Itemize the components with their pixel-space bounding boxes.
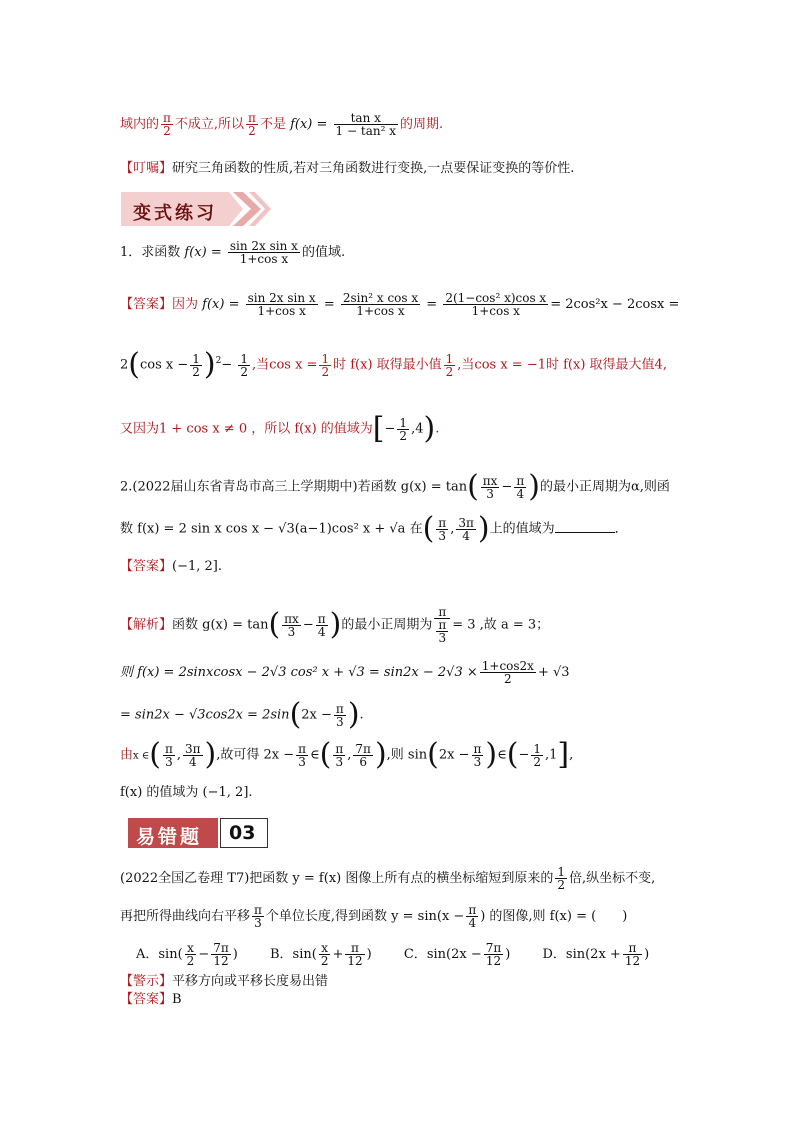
denominator: 3 — [298, 754, 306, 769]
denominator: 3 — [336, 714, 344, 729]
text: 个单位长度,得到函数 y = sin(x − — [265, 909, 465, 924]
fraction — [238, 353, 250, 378]
section-title: 易错题 — [136, 826, 203, 848]
text: 1．求函数 — [120, 245, 181, 260]
fraction — [161, 112, 173, 137]
option-a[interactable] — [136, 942, 238, 967]
formula: sin(2x − — [426, 947, 482, 962]
formula: x ∈ — [133, 750, 150, 762]
formula: ) — [366, 947, 372, 962]
text: 不成立,所以 — [174, 117, 245, 132]
option-c[interactable] — [404, 942, 510, 967]
denominator: 4 — [317, 624, 326, 639]
fraction — [341, 292, 420, 317]
formula: + √3 — [537, 665, 570, 680]
denominator: 3 — [165, 754, 173, 769]
numerator: 3π — [458, 515, 474, 530]
paren: ( — [467, 469, 479, 504]
denominator: 12 — [485, 954, 502, 968]
fraction — [514, 475, 526, 500]
numerator: 1 — [557, 865, 565, 879]
denominator: 2 — [557, 878, 565, 892]
section-banner-error-prone — [128, 818, 268, 848]
formula: f(x) = — [184, 245, 222, 260]
answer-label: 【答案】 — [120, 992, 173, 1007]
text: 上的值域为 — [489, 521, 555, 537]
formula: 则 f(x) = 2sinxcosx − 2√3 cos² x + √3 = sin2x − 2√3 × — [120, 665, 478, 680]
solution-2-line-2 — [120, 660, 570, 685]
numerator: π — [438, 515, 447, 530]
denominator: 12 — [347, 954, 363, 968]
fraction — [228, 240, 300, 265]
fraction — [319, 353, 331, 378]
text: . — [359, 707, 364, 723]
option-label: A． — [136, 947, 159, 962]
numerator: πx — [284, 611, 299, 626]
paren: ( — [319, 737, 332, 772]
answer-label: 【答案】 — [120, 559, 173, 574]
question-2-line-1: 2.(2022届山东省青岛市高三上学期期中)若函数 g(x) = tan( $\frac{\pi x}{3}$ − $\frac{\pi}{4}$ )的最小正周期为α,则函 — [120, 469, 670, 504]
section-title: 变式练习 — [133, 203, 217, 224]
formula: sin(2x + — [565, 947, 621, 962]
denominator: 12 — [624, 954, 641, 968]
tip-label: 【叮嘱】 — [120, 161, 173, 176]
paren: ) — [485, 737, 498, 772]
text: 又因为1 + cos x ≠ 0 ，所以 f(x) 的值域为 — [120, 421, 373, 437]
formula: 2x − — [438, 747, 470, 763]
numerator: tan x — [334, 112, 398, 125]
denominator: 3 — [486, 486, 494, 501]
answer-1-line-3: 又因为1 + cos x ≠ 0 ，所以 f(x) 的值域为[− $\frac{1}{2}$ ,4). — [120, 411, 440, 446]
denominator: 4 — [468, 916, 477, 930]
solution-2-line-4: 由x ∈( $\frac{\pi}{3}$ , $\frac{3\pi}{4}$ ),故可得 2x − $\frac{\pi}{3}$ ∈( $\frac{\pi}{3}$ , $\frac{7\pi}{6}$ ),则 sin(2x − $\frac{\pi}{3}$ )∈(− $\frac{1}{2}$ ,1], — [120, 737, 574, 772]
fraction — [353, 743, 373, 768]
formula: f(x) = — [290, 117, 328, 132]
denominator: 1+cos x — [356, 304, 405, 318]
fraction — [444, 353, 456, 378]
paren: ) — [374, 737, 387, 772]
equals: = — [426, 297, 438, 312]
option-d[interactable] — [542, 942, 649, 967]
solution-2-line-5 — [120, 786, 253, 799]
numerator: π — [516, 473, 525, 488]
paren: ( — [506, 737, 519, 772]
text: 由 — [120, 747, 134, 763]
text: , — [569, 747, 574, 763]
denominator: 3 — [473, 754, 482, 769]
fraction — [296, 743, 308, 768]
text: 倍,纵坐标不变, — [569, 871, 656, 886]
paren: ) — [204, 737, 217, 772]
option-label: C． — [403, 947, 427, 962]
denominator: 2 — [240, 364, 249, 379]
denominator: 2 — [248, 124, 256, 138]
answer-3 — [120, 993, 182, 1006]
numerator: 1 — [399, 415, 408, 430]
formula: ∈ — [497, 747, 507, 763]
option-b[interactable] — [270, 942, 372, 967]
denominator: 2 — [533, 754, 541, 769]
numerator: 2sin² x cos x — [342, 291, 419, 305]
fraction — [185, 942, 197, 967]
fraction — [319, 942, 331, 967]
numerator: πx — [482, 473, 498, 488]
fraction — [397, 417, 409, 442]
numerator: π — [248, 111, 256, 125]
numerator: 1 — [445, 351, 454, 366]
equals: = — [323, 297, 335, 312]
numerator: π — [254, 903, 262, 917]
denominator: 2 — [320, 954, 329, 968]
answer-blank — [555, 532, 615, 533]
question-3-line-2 — [120, 904, 627, 929]
numerator: 2(1−cos² x)cos x — [445, 291, 547, 305]
formula: = sin2x − √3cos2x = 2sin — [120, 707, 290, 723]
fraction — [623, 942, 642, 967]
numerator: π — [317, 611, 326, 626]
denominator: 12 — [213, 954, 229, 968]
fraction — [334, 112, 398, 137]
denominator: 2 — [163, 124, 171, 138]
paren: ( — [128, 347, 140, 382]
formula: ) — [644, 947, 650, 962]
denominator: 4 — [516, 486, 525, 501]
numerator: 7π — [485, 941, 502, 955]
fraction — [484, 942, 504, 967]
denominator: 3 — [438, 528, 447, 543]
denominator: 3 — [287, 624, 296, 639]
paren: ) — [347, 697, 360, 732]
numerator: 1 — [321, 351, 330, 366]
numerator: π — [163, 111, 171, 125]
paren: ( — [149, 737, 161, 772]
text: 的最小正周期为 — [341, 617, 433, 633]
fraction — [246, 112, 258, 137]
text: . — [435, 421, 440, 437]
fraction — [333, 743, 345, 768]
text: 再把所得曲线向右平移 — [120, 909, 251, 924]
bracket: ] — [557, 737, 570, 772]
denominator: 1+cos x — [239, 252, 289, 266]
formula: − — [221, 357, 237, 373]
text: 时 f(x) 取得最小值 — [333, 357, 442, 373]
text: 的周期. — [399, 117, 444, 132]
text: 函数 g(x) = tan — [172, 617, 269, 633]
question-2-line-2: 数 f(x) = 2 sin x cos x − √3(a−1)cos² x + √a 在( $\frac{\pi}{3}$ , $\frac{3\pi}{4}$ )上的值域为 ． — [120, 511, 628, 546]
denominator: 3 — [335, 754, 344, 769]
formula: 2x − — [301, 707, 332, 723]
denominator: 3 — [254, 916, 262, 930]
denominator: 2 — [186, 954, 195, 968]
formula: cos x − — [140, 357, 189, 373]
formula: 2 — [120, 357, 129, 373]
fraction — [472, 743, 484, 768]
numerator: x — [319, 942, 331, 955]
section-number: 03 — [229, 822, 256, 844]
text: 的最小正周期为α,则函 — [539, 479, 670, 495]
fraction — [282, 613, 301, 638]
tip-text: 研究三角函数的性质,若对三角函数进行变换,一点要保证变换的等价性. — [172, 161, 575, 176]
text: . — [217, 559, 222, 574]
fraction — [434, 606, 450, 644]
numerator: x — [185, 942, 197, 955]
numerator: π — [473, 741, 482, 756]
denominator: 6 — [359, 754, 367, 769]
formula: sin( — [292, 947, 317, 962]
fraction — [183, 743, 203, 768]
fraction — [555, 866, 567, 891]
denominator: 3 — [438, 631, 447, 645]
text: 数 f(x) = 2 sin x cos x − √3(a−1)cos² x + √a 在 — [120, 521, 423, 537]
denominator: 4 — [462, 528, 470, 543]
formula: + — [332, 947, 344, 962]
answer-value: B — [172, 992, 182, 1007]
paren: ( — [268, 607, 281, 642]
fraction — [211, 942, 231, 967]
warning-line — [120, 975, 328, 988]
formula: ∈ — [310, 747, 320, 763]
numerator: π — [298, 741, 307, 756]
numerator: π — [345, 942, 364, 955]
formula: f(x) = — [202, 297, 240, 312]
solution-2-line-1: 【解析】函数 g(x) = tan( $\frac{\pi x}{3}$ − $\frac{\pi}{4}$ )的最小正周期为 $\frac{\pi}{\frac{\pi}{3}}$ = 3 ,故 a = 3； — [120, 605, 550, 645]
paren: ) — [329, 607, 342, 642]
denominator: 1 − tan² x — [335, 124, 396, 138]
text: 2.(2022届山东省青岛市高三上学期期中)若函数 g(x) = tan — [120, 479, 468, 495]
text: ,当cos x = −1时 f(x) 取得最大值4, — [457, 357, 667, 373]
fraction — [345, 942, 364, 967]
numerator: π — [468, 903, 477, 917]
text: f(x) 的值域为 (−1, 2]. — [120, 785, 253, 800]
fraction — [163, 743, 175, 768]
numerator: sin 2x sin x — [247, 291, 316, 305]
denominator: 4 — [188, 754, 197, 769]
formula: sin( — [158, 947, 183, 962]
numerator: 1+cos2x — [481, 659, 534, 673]
fraction — [466, 904, 478, 929]
numerator: π — [335, 701, 344, 716]
numerator: π — [434, 606, 450, 619]
answer-2 — [120, 560, 222, 573]
numerator: 7π — [213, 941, 229, 955]
bracket: [ — [372, 411, 385, 446]
numerator: π — [623, 942, 642, 955]
numerator: 1 — [192, 351, 200, 366]
numerator: π — [335, 741, 344, 756]
text: (2022全国乙卷理 T7)把函数 y = f(x) 图像上所有点的横坐标缩短到原来的 — [120, 871, 554, 886]
formula: ) — [505, 947, 511, 962]
denominator: 1+cos x — [471, 304, 520, 318]
fraction — [481, 475, 500, 500]
text: 不是 — [259, 117, 286, 132]
answer-1-line-1 — [120, 292, 679, 317]
paren: ) — [423, 411, 436, 446]
fraction — [334, 703, 346, 728]
fraction — [480, 660, 536, 685]
paren: ) — [528, 469, 540, 504]
numerator: 7π — [355, 741, 371, 756]
paren: ) — [203, 347, 216, 382]
warning-text: 平移方向或平移长度易出错 — [172, 974, 329, 989]
numerator: 3π — [185, 741, 201, 756]
fraction — [316, 613, 328, 638]
warning-label: 【警示】 — [120, 974, 173, 989]
text: 的值域. — [301, 245, 346, 260]
paren: ( — [289, 697, 302, 732]
question-3-options — [136, 942, 677, 967]
option-label: D． — [542, 947, 566, 962]
text: ,当cos x = — [252, 357, 318, 373]
denominator: 2 — [321, 364, 330, 379]
solution-2-line-3 — [120, 697, 364, 732]
question-3-line-1 — [120, 866, 655, 891]
fraction — [252, 904, 264, 929]
text: 因为 — [172, 297, 199, 312]
denominator: 2 — [445, 364, 454, 379]
fraction — [456, 517, 476, 542]
numerator: 1 — [533, 741, 541, 756]
fraction — [190, 353, 202, 378]
denominator: 1+cos x — [257, 304, 306, 318]
paren: ) — [477, 511, 490, 546]
solution-label: 【解析】 — [120, 617, 173, 633]
answer-1-line-2: 2(cos x − $\frac{1}{2}$ )$^2$− $\frac{1}{2}$ ,当cos x = $\frac{1}{2}$ 时 f(x) 取得最小值 $\frac{1}{2}$ ,当cos x = −1时 f(x) 取得最大值4, — [120, 347, 667, 382]
section-banner-variant-practice — [121, 192, 271, 226]
formula: = 2cos²x − 2cosx = — [550, 297, 680, 312]
text: ,故可得 2x − — [216, 747, 295, 763]
option-label: B． — [269, 947, 293, 962]
fraction — [246, 292, 318, 317]
numerator: sin 2x sin x — [229, 239, 298, 253]
text: = 3 ,故 a = 3； — [452, 617, 550, 633]
numerator: 1 — [240, 351, 249, 366]
continuation-line — [120, 112, 443, 137]
formula: ) — [232, 947, 238, 962]
paren: ( — [422, 511, 435, 546]
denominator: 2 — [399, 428, 408, 443]
numerator: π — [438, 618, 447, 632]
text: ) 的图像,则 f(x) = ( ) — [480, 909, 628, 924]
text: ,则 sin — [386, 747, 428, 763]
text: 域内的 — [120, 117, 160, 132]
fraction — [436, 517, 448, 542]
question-1 — [120, 240, 345, 265]
denominator: 2 — [192, 364, 200, 379]
tip-line — [120, 162, 574, 175]
paren: ( — [427, 737, 439, 772]
fraction — [531, 743, 543, 768]
fraction — [443, 292, 548, 317]
answer-label: 【答案】 — [120, 297, 173, 312]
formula: − — [198, 947, 210, 962]
denominator: 2 — [504, 672, 512, 686]
numerator: π — [164, 741, 173, 756]
answer-value: (−1, 2] — [172, 559, 218, 574]
